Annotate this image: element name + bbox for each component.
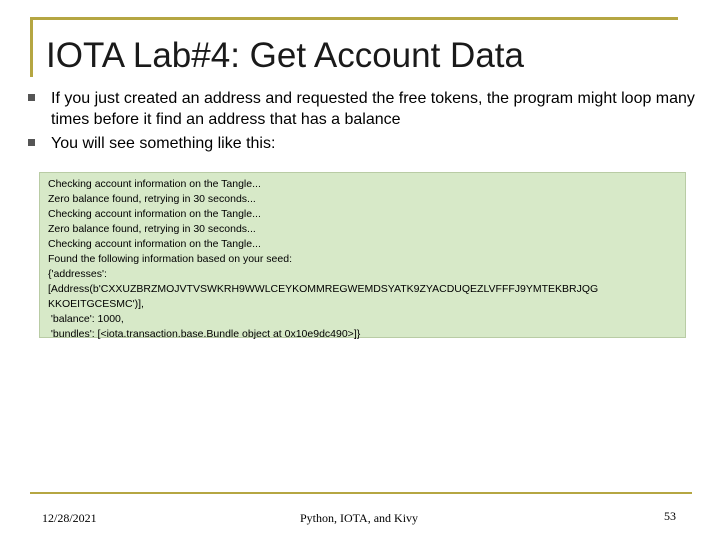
footer-title: Python, IOTA, and Kivy [300,511,419,525]
bullet-item [28,133,698,154]
square-bullet-icon [28,94,35,101]
bullet-item [28,88,698,130]
bullet-text: You will see something like this: [51,135,276,152]
code-line: Zero balance found, retrying in 30 seconds... [48,193,256,205]
code-line: Found the following information based on your seed: [48,253,292,265]
bullet-list [28,88,698,157]
square-bullet-icon [28,139,35,146]
code-line: KKOEITGCESMC')], [48,298,144,310]
slide-title: IOTA Lab#4: Get Account Data [46,36,524,75]
footer-date: 12/28/2021 [42,511,97,525]
frame-top-line [30,17,678,20]
code-line: [Address(b'CXXUZBRZMOJVTVSWKRH9WWLCEYKOMMREGWEMDSYATK9ZYACDUQEZLVFFFJ9YMTEKBRJQG [48,283,599,295]
footer-divider [30,492,692,494]
code-line: Zero balance found, retrying in 30 seconds... [48,223,256,235]
code-output-box [39,172,686,338]
bullet-text: If you just created an address and requested the free tokens, the program might loop many times before it find an address that has a balance [51,90,695,128]
code-line: Checking account information on the Tangle... [48,238,261,250]
code-line: 'balance': 1000, [48,313,124,325]
code-line: 'bundles': [<iota.transaction.base.Bundle object at 0x10e9dc490>]} [48,328,361,340]
code-line: Checking account information on the Tangle... [48,178,261,190]
code-line: Checking account information on the Tangle... [48,208,261,220]
frame-left-line [30,17,33,77]
page-number: 53 [664,509,676,523]
code-line: {'addresses': [48,268,107,280]
